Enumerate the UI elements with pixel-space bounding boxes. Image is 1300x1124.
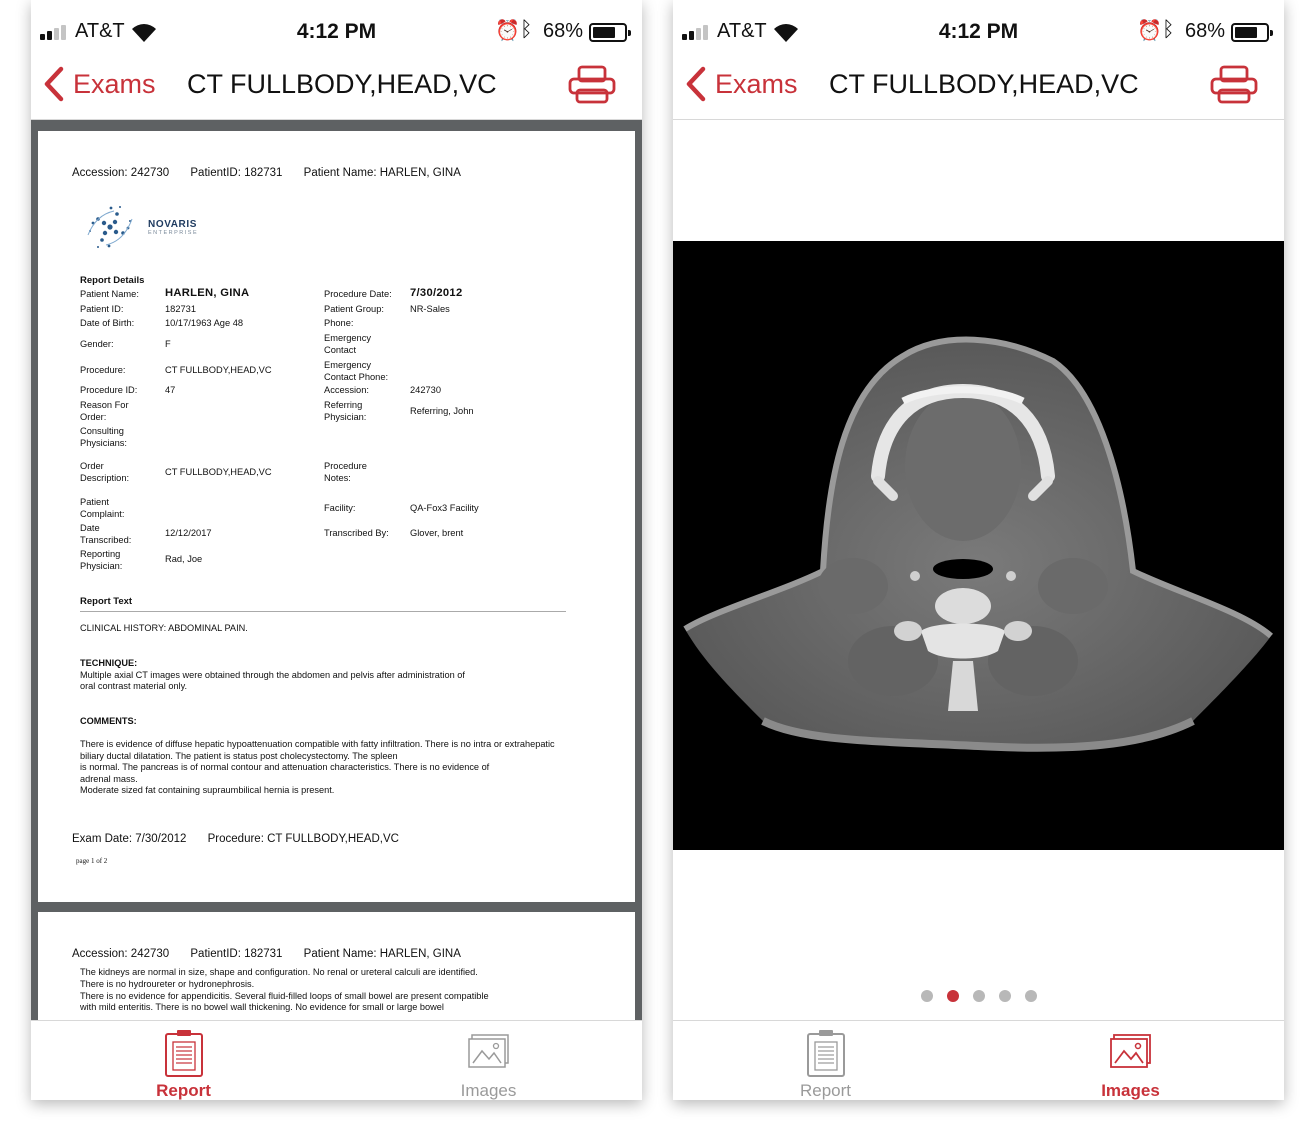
field-value: NR-Sales — [410, 304, 450, 314]
images-screen — [673, 0, 1284, 1100]
report-screen — [31, 0, 642, 1100]
field-label: Patient Complaint: — [80, 497, 125, 519]
field-label: Gender: — [80, 339, 114, 349]
tab-report[interactable] — [673, 1021, 978, 1100]
field-label: Consulting Physicians: — [80, 426, 128, 448]
page-dot[interactable] — [921, 990, 933, 1002]
field-value: 47 — [165, 385, 176, 395]
logo-wordmark: NOVARIS ENTERPRISE — [148, 219, 199, 236]
bluetooth-icon: ᛒ — [520, 18, 533, 41]
back-label: Exams — [715, 68, 798, 99]
field-value: 182731 — [165, 304, 197, 314]
technique-section — [80, 658, 580, 693]
page-header — [72, 948, 479, 960]
images-icon — [466, 1031, 512, 1077]
tab-bar — [673, 1020, 1284, 1100]
technique-heading: TECHNIQUE: — [80, 658, 138, 668]
field-label: Emergency Contact — [324, 333, 372, 355]
page-dot[interactable] — [947, 990, 959, 1002]
page-indicator[interactable] — [673, 990, 1284, 1002]
field-label: Patient Group: — [324, 304, 384, 314]
divider — [80, 611, 566, 612]
ct-scan-image[interactable] — [673, 241, 1284, 850]
page-dot[interactable] — [1025, 990, 1037, 1002]
field-label: Emergency Contact Phone: — [324, 360, 389, 382]
field-value: HARLEN, GINA — [165, 287, 250, 299]
field-value: Glover, brent — [410, 528, 464, 538]
tab-report-label: Report — [799, 1081, 852, 1100]
ct-scan-graphic — [673, 241, 1284, 850]
novaris-logo — [84, 201, 136, 253]
field-label: Reporting Physician: — [80, 549, 123, 571]
status-bar — [673, 0, 1284, 62]
field-value: Rad, Joe — [165, 554, 203, 564]
field-label: Facility: — [324, 503, 356, 513]
accession-text: Accession: 242730 — [72, 948, 170, 960]
nav-bar — [673, 62, 1284, 120]
printer-icon[interactable] — [567, 64, 617, 106]
field-label: Patient Name: — [80, 289, 139, 299]
battery-icon — [589, 23, 627, 42]
tab-report[interactable] — [31, 1021, 336, 1100]
report-page-2 — [38, 912, 635, 1020]
nav-bar — [31, 62, 642, 120]
field-value: Referring, John — [410, 406, 474, 416]
bluetooth-icon: ᛒ — [1162, 18, 1175, 41]
tab-bar — [31, 1020, 642, 1100]
report-text-heading: Report Text — [80, 596, 133, 607]
report-details-heading: Report Details — [80, 275, 145, 286]
back-button[interactable] — [43, 66, 156, 102]
field-label: Procedure Date: — [324, 289, 392, 299]
field-label: Reason For Order: — [80, 400, 129, 422]
patient-id-text: PatientID: 182731 — [190, 167, 283, 179]
tab-images-label: Images — [1101, 1081, 1160, 1100]
procedure-text: Procedure: CT FULLBODY,HEAD,VC — [207, 833, 399, 845]
page-dot[interactable] — [999, 990, 1011, 1002]
carrier-label: AT&T — [717, 20, 767, 42]
field-value: CT FULLBODY,HEAD,VC — [165, 365, 272, 375]
comments-text: There is evidence of diffuse hepatic hypoattenuation compatible with fatty infiltration. There is no intra or extrahepatic biliary ductal dilatation. The patient is status post cholecystectomy. The spleen is normal. The pancreas is of normal contour and attenuation characteristics. There is no evidence of adrenal mass. Moderate sized fat containing supraumbilical hernia is present. — [80, 739, 555, 795]
tab-images[interactable] — [978, 1021, 1283, 1100]
clock: 4:12 PM — [938, 20, 1019, 43]
back-button[interactable] — [685, 66, 798, 102]
images-icon — [1108, 1031, 1154, 1077]
page-title: CT FULLBODY,HEAD,VC — [829, 69, 1139, 99]
comments-heading: COMMENTS: — [80, 716, 137, 726]
page-header — [72, 167, 479, 179]
field-label: Procedure ID: — [80, 385, 138, 395]
field-label: Patient ID: — [80, 304, 124, 314]
page-2-text: The kidneys are normal in size, shape and configuration. No renal or ureteral calculi are identified. There is no hydroureter or hydronephrosis. There is no evidence for appendicitis. Several fluid-filled loops of small bowel are present compatible with mild enteritis. There is no bowel wall thickening. No evidence for small or large bowel — [80, 967, 489, 1013]
chevron-left-icon — [685, 66, 707, 102]
field-value: CT FULLBODY,HEAD,VC — [165, 467, 272, 477]
field-label: Referring Physician: — [324, 400, 367, 422]
clock: 4:12 PM — [296, 20, 377, 43]
battery-percent: 68% — [543, 20, 584, 42]
carrier-label: AT&T — [75, 20, 125, 42]
field-value: 12/12/2017 — [165, 528, 212, 538]
battery-icon — [1231, 23, 1269, 42]
report-icon — [805, 1029, 847, 1079]
field-value: 10/17/1963 Age 48 — [165, 318, 244, 328]
report-icon — [163, 1029, 205, 1079]
patient-name-text: Patient Name: HARLEN, GINA — [303, 167, 461, 179]
back-label: Exams — [73, 68, 156, 99]
alarm-icon: ⏰ — [495, 20, 520, 42]
field-label: Phone: — [324, 318, 354, 328]
field-value: QA-Fox3 Facility — [410, 503, 479, 513]
exam-date-text: Exam Date: 7/30/2012 — [72, 833, 187, 845]
field-value: F — [165, 339, 171, 349]
accession-text: Accession: 242730 — [72, 167, 170, 179]
printer-icon[interactable] — [1209, 64, 1259, 106]
field-label: Transcribed By: — [324, 528, 389, 538]
page-footer — [72, 833, 417, 845]
patient-name-text: Patient Name: HARLEN, GINA — [303, 948, 461, 960]
field-value: 242730 — [410, 385, 442, 395]
field-label: Accession: — [324, 385, 369, 395]
field-label: Procedure: — [80, 365, 126, 375]
tab-images-label: Images — [460, 1081, 517, 1100]
field-label: Order Description: — [80, 461, 130, 483]
field-value: 7/30/2012 — [410, 287, 463, 299]
page-title: CT FULLBODY,HEAD,VC — [187, 69, 497, 99]
image-viewer[interactable] — [673, 120, 1284, 1020]
field-label: Date of Birth: — [80, 318, 135, 328]
tab-report-label: Report — [156, 1081, 211, 1100]
report-page-1 — [38, 131, 635, 902]
page-number: page 1 of 2 — [76, 857, 108, 865]
pdf-viewer[interactable] — [31, 120, 642, 1020]
patient-id-text: PatientID: 182731 — [190, 948, 283, 960]
clinical-history: CLINICAL HISTORY: ABDOMINAL PAIN. — [80, 623, 248, 633]
status-bar — [31, 0, 642, 62]
technique-text: Multiple axial CT images were obtained through the abdomen and pelvis after administration of oral contrast material only. — [80, 669, 465, 691]
alarm-icon: ⏰ — [1137, 20, 1162, 42]
battery-percent: 68% — [1185, 20, 1226, 42]
page-dot[interactable] — [973, 990, 985, 1002]
tab-images[interactable] — [336, 1021, 641, 1100]
field-label: Date Transcribed: — [80, 523, 132, 545]
chevron-left-icon — [43, 66, 65, 102]
field-label: Procedure Notes: — [324, 461, 367, 483]
